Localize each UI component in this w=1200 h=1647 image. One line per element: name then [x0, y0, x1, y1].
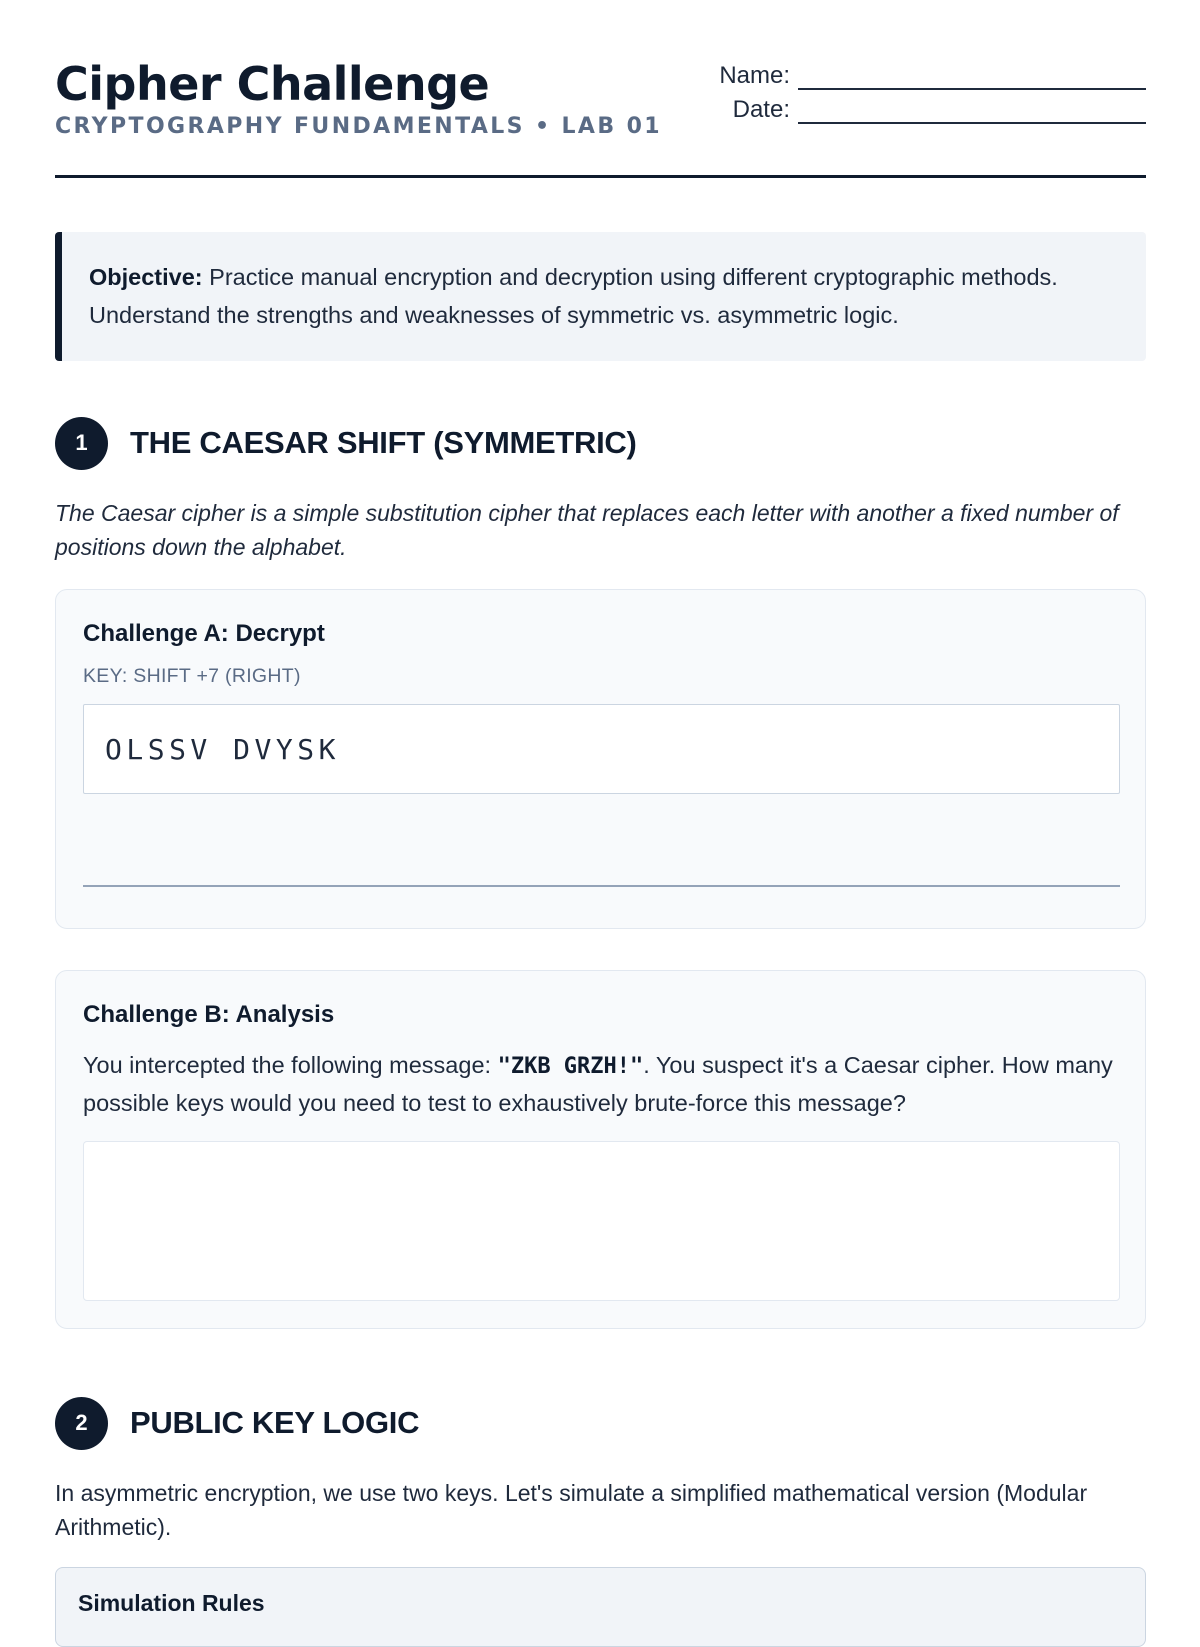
section-2-title: PUBLIC KEY LOGIC	[130, 1405, 420, 1440]
page-subtitle: CRYPTOGRAPHY FUNDAMENTALS • LAB 01	[55, 114, 662, 139]
section-2-intro: In asymmetric encryption, we use two keys. Let's simulate a simplified mathematical version (Modular Arithmetic).	[55, 1480, 1088, 1540]
challenge-b-title: Challenge B: Analysis	[83, 1001, 335, 1028]
objective-text: Practice manual encryption and decryption using different cryptographic methods. Understand the strengths and weaknesses of symmetric vs. asymmetric logic.	[89, 264, 1058, 328]
challenge-a-ciphertext: OLSSV DVYSK	[83, 704, 1120, 794]
section-2-number-badge: 2	[55, 1397, 108, 1450]
section-2-heading	[55, 1396, 1146, 1450]
date-row	[706, 90, 1146, 124]
objective-label: Objective:	[89, 264, 203, 290]
challenge-a-title: Challenge A: Decrypt	[83, 620, 325, 647]
page-title: Cipher Challenge	[55, 57, 490, 111]
name-label: Name:	[719, 62, 790, 89]
simulation-rules-title: Simulation Rules	[78, 1590, 265, 1616]
date-label: Date:	[732, 96, 790, 123]
name-row	[706, 56, 1146, 90]
date-field[interactable]	[798, 100, 1146, 124]
simulation-rules-card	[55, 1567, 1146, 1647]
challenge-a-card	[55, 589, 1146, 929]
section-1-intro: The Caesar cipher is a simple substitution cipher that replaces each letter with another a fixed number of positions down the alphabet.	[55, 500, 1119, 560]
section-1-heading	[55, 416, 1146, 470]
section-1-title: THE CAESAR SHIFT (SYMMETRIC)	[130, 425, 637, 460]
objective-box	[55, 232, 1146, 361]
challenge-b-question	[83, 1047, 1123, 1121]
challenge-b-text-after: . You suspect it's a Caesar cipher. How many possible keys would you need to test to exhaustively brute-force this message?	[83, 1052, 1113, 1116]
intercepted-message: "ZKB GRZH!"	[497, 1054, 644, 1079]
section-1-number-badge: 1	[55, 417, 108, 470]
challenge-a-key: KEY: SHIFT +7 (RIGHT)	[83, 665, 301, 687]
challenge-b-text-before: You intercepted the following message:	[83, 1052, 498, 1078]
worksheet-header	[55, 56, 1146, 178]
challenge-b-answer-box[interactable]	[83, 1141, 1120, 1301]
challenge-b-card	[55, 970, 1146, 1329]
student-info	[706, 56, 1146, 124]
challenge-a-answer-line[interactable]	[83, 885, 1120, 887]
name-field[interactable]	[798, 66, 1146, 90]
